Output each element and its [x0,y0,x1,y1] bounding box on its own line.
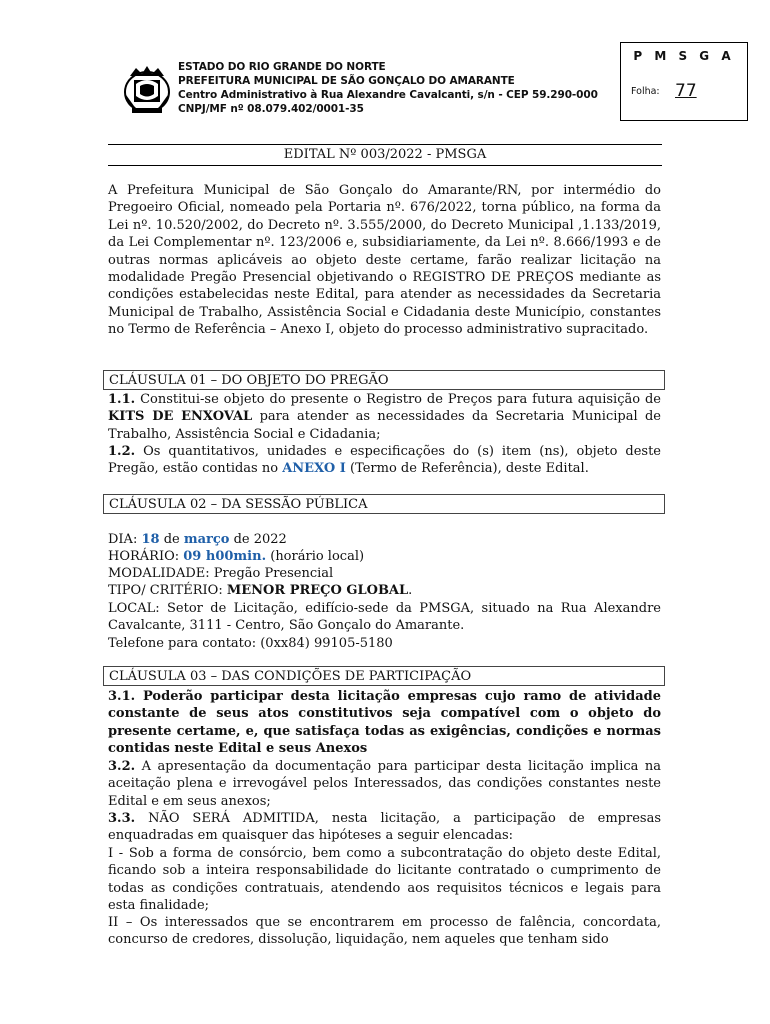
date-month: março [183,532,230,547]
criterion-end: . [408,583,413,598]
clause-1-1-number: 1.1. [108,392,136,407]
clause-1-2-text: Os quantitativos, unidades e especificações do (s) item (ns), objeto deste Pregão, estão contidas no [108,444,661,477]
session-phone: Telefone para contato: (0xx84) 99105-5180 [108,636,393,651]
criterion-label: TIPO/ CRITÉRIO: [108,583,227,598]
clause-1-2-text-end: (Termo de Referência), deste Edital. [345,461,589,477]
clause-1-1-text-end: para atender as necessidades da Secretaria Municipal de Trabalho, Assistência Social e Cidadania; [108,409,661,442]
page-stamp [620,42,748,121]
letterhead-state: ESTADO DO RIO GRANDE DO NORTE [178,61,386,73]
clause-1-2 [108,443,661,478]
clause-01-heading: CLÁUSULA 01 – DO OBJETO DO PREGÃO [103,370,665,390]
title-rule-top [108,144,662,145]
stamp-org: P M S G A [633,49,735,63]
municipal-seal-icon [120,62,174,116]
session-location: LOCAL: Setor de Licitação, edifício-sede da PMSGA, situado na Rua Alexandre Cavalcante, 3111 - Centro, São Gonçalo do Amarante. [108,601,661,634]
clause-03-heading: CLÁUSULA 03 – DAS CONDIÇÕES DE PARTICIPAÇÃO [103,666,665,686]
session-criterion [108,582,412,599]
clause-1-1-object: KITS DE ENXOVAL [108,409,253,425]
letterhead [178,60,598,116]
date-year: de 2022 [229,532,287,547]
stamp-folha-number: 77 [675,81,697,101]
letterhead-address: Centro Administrativo à Rua Alexandre Cavalcanti, s/n - CEP 59.290-000 [178,89,598,101]
title-rule-bottom [108,165,662,166]
date-of: de [159,532,184,547]
document-title: EDITAL Nº 003/2022 - PMSGA [283,147,487,162]
clause-3-3-text: NÃO SERÁ ADMITIDA, nesta licitação, a participação de empresas enquadradas em quaisquer das hipóteses a seguir elencadas: [108,811,661,844]
stamp-folha-label: Folha: [631,86,660,97]
clause-3-2-number: 3.2. [108,759,136,774]
time-label: HORÁRIO: [108,549,184,564]
clause-3-3-item-i: I - Sob a forma de consórcio, bem como a subcontratação do objeto deste Edital, ficando sob a inteira responsabilidade do licitante contratado o cumprimento de todas as condições contratuais, atendendo aos requisitos técnicos e legais para esta finalidade; [108,846,661,914]
date-day: 18 [141,532,160,547]
letterhead-cnpj: CNPJ/MF nº 08.079.402/0001-35 [178,103,364,115]
session-modality: MODALIDADE: Pregão Presencial [108,566,334,581]
intro-paragraph: A Prefeitura Municipal de São Gonçalo do Amarante/RN, por intermédio do Pregoeiro Oficial, nomeado pela Portaria nº. 676/2022, torna público, na forma da Lei nº. 10.520/2002, do Decreto nº. 3.555/2000, do Decreto Municipal ,1.133/2019, da Lei Complementar nº. 123/2006 e, subsidiariamente, da Lei nº. 8.666/1993 e de outras normas aplicáveis ao objeto deste certame, farão realizar licitação na modalidade Pregão Presencial objetivando o REGISTRO DE PREÇOS mediante as condições estabelecidas neste Edital, para atender as necessidades da Secretaria Municipal de Trabalho, Assistência Social e Cidadania deste Município, constantes no Termo de Referência – Anexo I, objeto do processo administrativo supracitado. [108,183,661,338]
time-value: 09 h00min. [183,549,267,564]
date-label: DIA: [108,532,142,547]
session-date [108,531,287,548]
session-time [108,548,364,565]
clause-02-heading: CLÁUSULA 02 – DA SESSÃO PÚBLICA [103,494,665,514]
clause-3-2 [108,758,661,810]
criterion-value: MENOR PREÇO GLOBAL [226,583,409,598]
clause-3-3-number: 3.3. [108,811,136,826]
time-note: (horário local) [266,549,365,564]
clause-3-3 [108,810,661,845]
clause-1-1-text: Constitui-se objeto do presente o Registro de Preços para futura aquisição de [135,392,661,407]
clause-1-1 [108,391,661,443]
clause-3-1: 3.1. Poderão participar desta licitação empresas cujo ramo de atividade constante de seus atos constitutivos seja compatível com o objeto do presente certame, e, que satisfaça todas as exigências, condições e normas contidas neste Edital e seus Anexos [108,689,661,757]
clause-1-2-number: 1.2. [108,444,136,459]
annex-i-link[interactable]: ANEXO I [282,461,346,477]
clause-3-3-item-ii: II – Os interessados que se encontrarem em processo de falência, concordata, concurso de credores, dissolução, liquidação, nem aqueles que tenham sido [108,915,661,948]
clause-3-2-text: A apresentação da documentação para participar desta licitação implica na aceitação plena e irrevogável pelos Interessados, das condições constantes neste Edital e em seus anexos; [108,759,661,809]
letterhead-prefecture: PREFEITURA MUNICIPAL DE SÃO GONÇALO DO AMARANTE [178,75,515,87]
